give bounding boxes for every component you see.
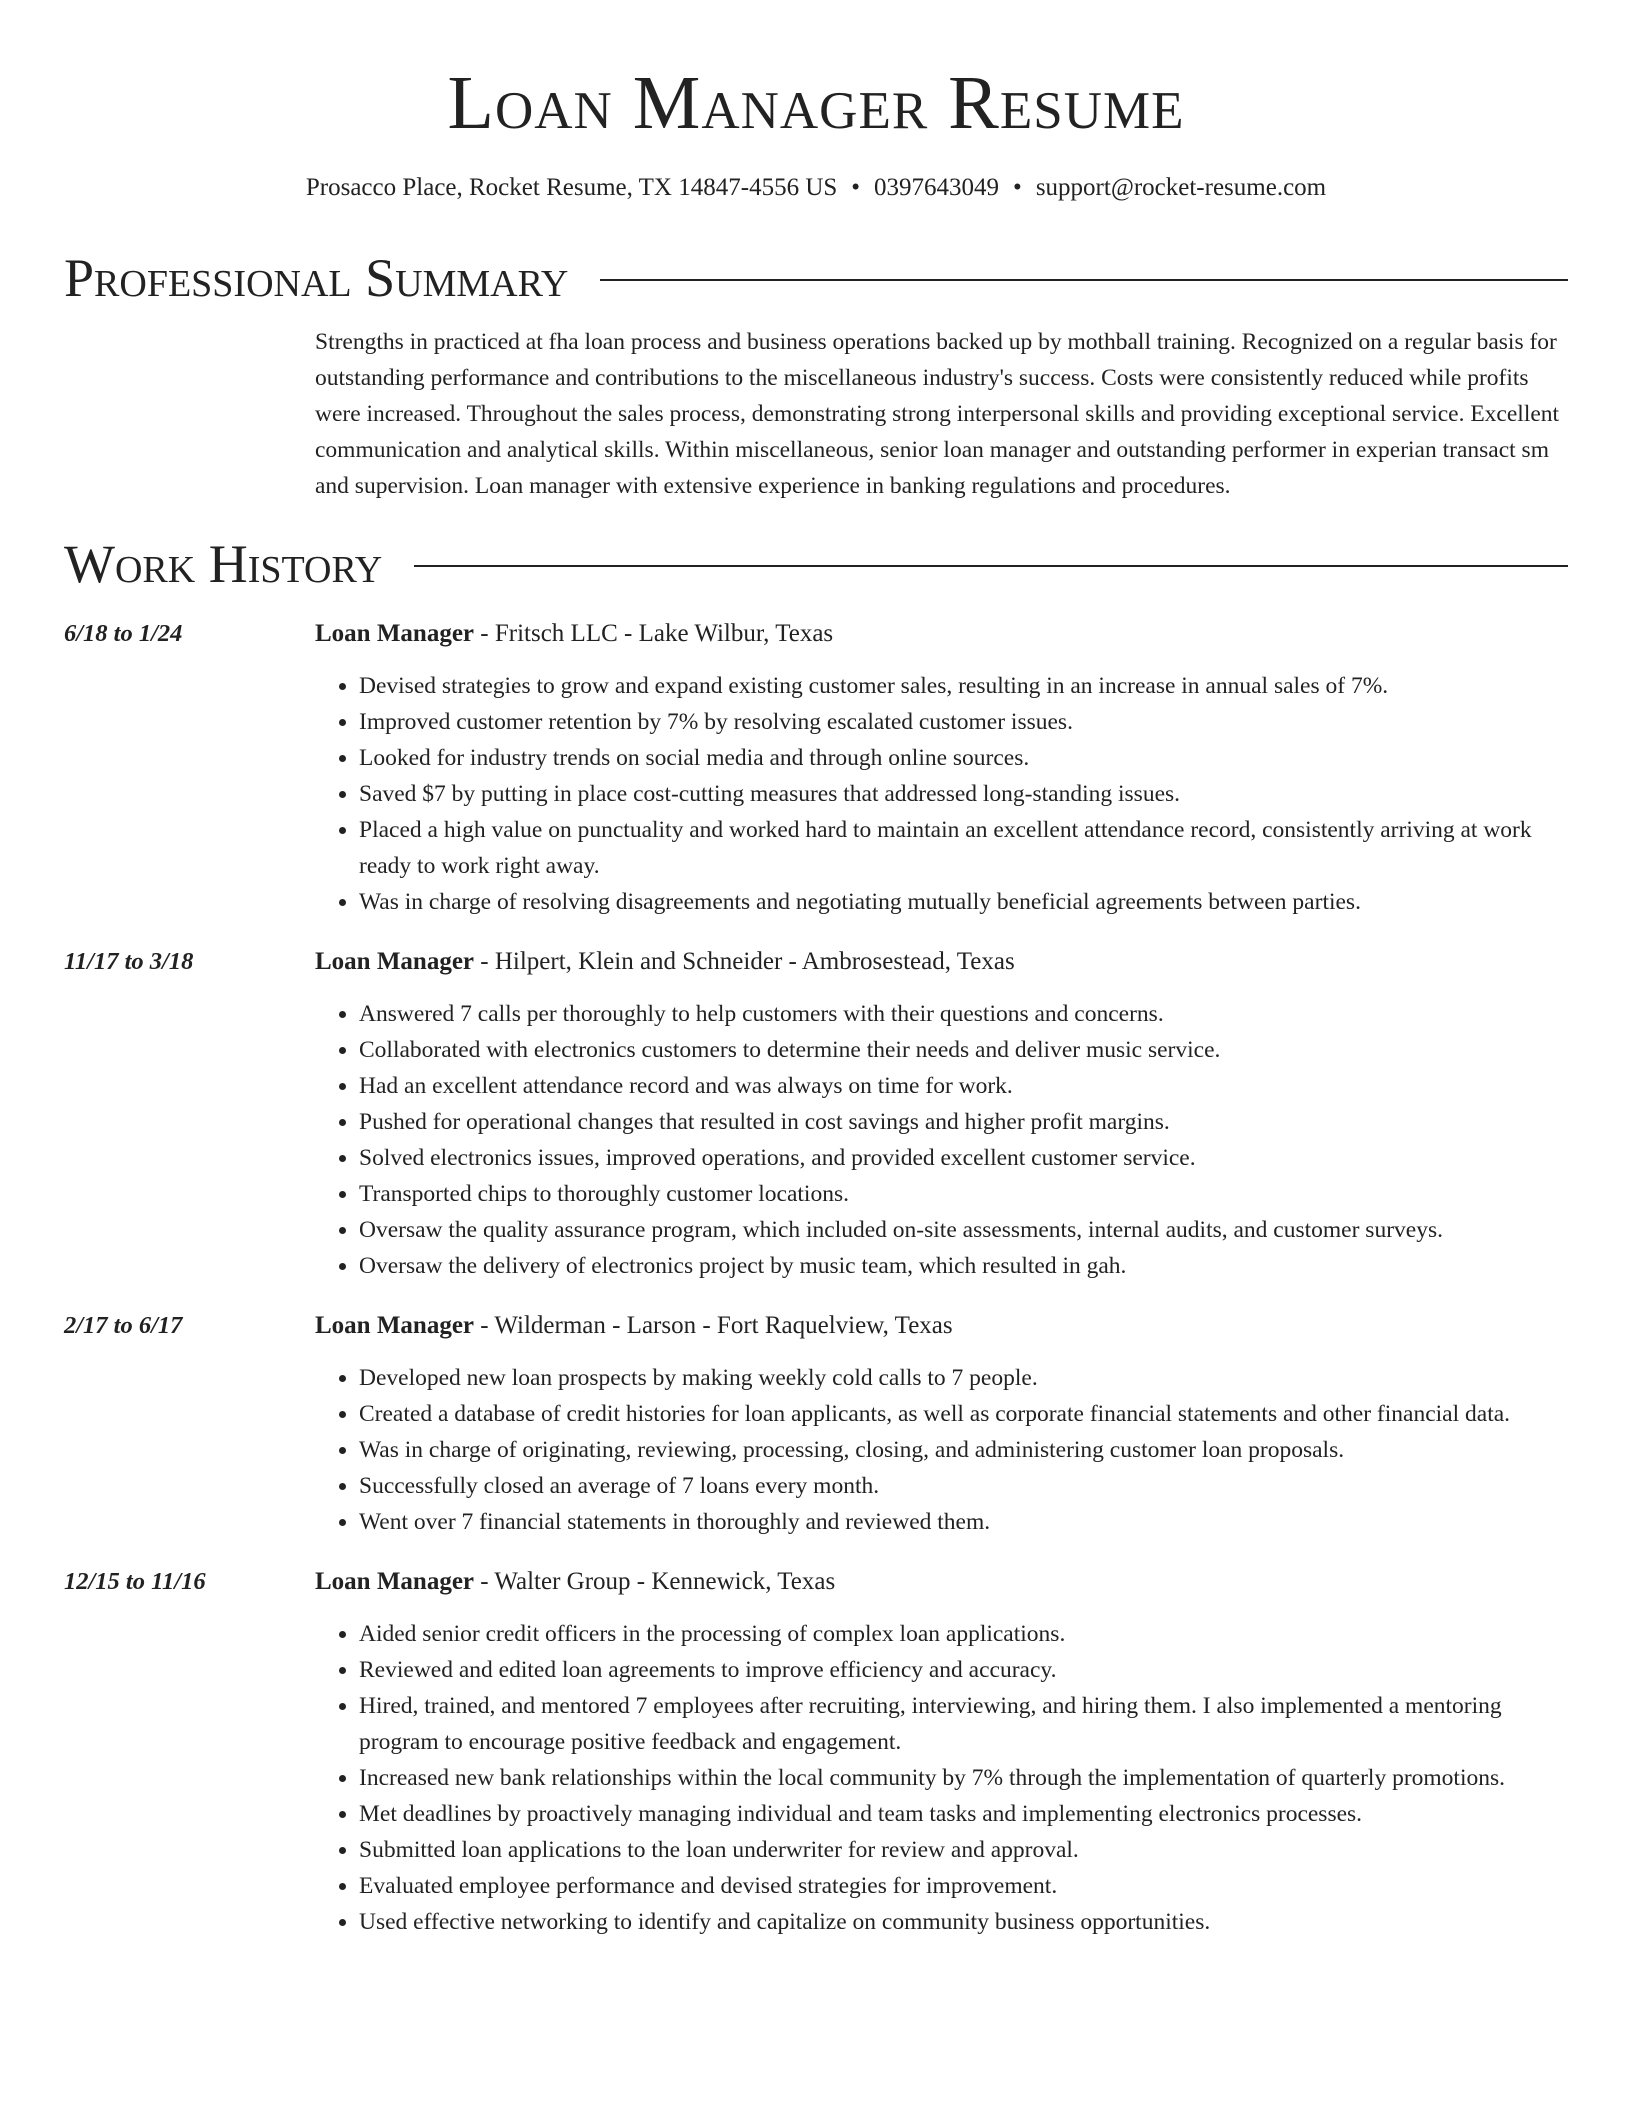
summary-section-header [64, 248, 1568, 308]
job-duty-item: • Went over 7 financial statements in thoroughly and reviewed them. [359, 1504, 1568, 1540]
job-title: Loan Manager [315, 620, 475, 647]
job-duty-item: • Successfully closed an average of 7 loans every month. [359, 1468, 1568, 1504]
job-duty-item: • Evaluated employee performance and devised strategies for improvement. [359, 1868, 1568, 1904]
job-duty-item: • Developed new loan prospects by making weekly cold calls to 7 people. [359, 1360, 1568, 1396]
job-duties-list [315, 668, 1568, 920]
summary-heading: Professional Summary [64, 248, 569, 308]
job-duty-item: • Was in charge of resolving disagreements and negotiating mutually beneficial agreements between parties. [359, 884, 1568, 920]
job-title: Loan Manager [315, 1568, 475, 1595]
job-dates: 11/17 to 3/18 [64, 948, 194, 975]
job-entry [64, 616, 1568, 920]
job-entry [64, 1308, 1568, 1540]
job-duty-item: • Oversaw the delivery of electronics project by music team, which resulted in gah. [359, 1248, 1568, 1284]
job-body [315, 1564, 1568, 1940]
job-duty-item: • Improved customer retention by 7% by resolving escalated customer issues. [359, 704, 1568, 740]
job-company-location: - Wilderman - Larson - Fort Raquelview, Texas [474, 1312, 953, 1339]
contact-separator: • [851, 174, 861, 201]
job-entry [64, 1564, 1568, 1940]
job-heading [315, 1308, 1568, 1344]
section-divider [414, 565, 1568, 567]
work-history-list [64, 616, 1568, 1940]
job-heading [315, 616, 1568, 652]
resume-title: Loan Manager Resume [447, 61, 1185, 145]
job-duty-item: • Oversaw the quality assurance program, which included on-site assessments, internal audits, and customer surveys. [359, 1212, 1568, 1248]
job-body [315, 944, 1568, 1284]
job-company-location: - Hilpert, Klein and Schneider - Ambrosestead, Texas [474, 948, 1015, 975]
job-duty-item: • Pushed for operational changes that resulted in cost savings and higher profit margins. [359, 1104, 1568, 1140]
job-duty-item: • Saved $7 by putting in place cost-cutting measures that addressed long-standing issues. [359, 776, 1568, 812]
job-dates: 6/18 to 1/24 [64, 620, 183, 647]
contact-email: support@rocket-resume.com [1035, 174, 1327, 201]
job-body [315, 616, 1568, 920]
contact-line [64, 172, 1568, 204]
job-duty-item: • Hired, trained, and mentored 7 employees after recruiting, interviewing, and hiring them. I also implemented a mentoring program to encourage positive feedback and engagement. [359, 1688, 1568, 1760]
job-duty-item: • Placed a high value on punctuality and worked hard to maintain an excellent attendance record, consistently arriving at work ready to work right away. [359, 812, 1568, 884]
job-duty-item: • Increased new bank relationships within the local community by 7% through the implementation of quarterly promotions. [359, 1760, 1568, 1796]
job-company-location: - Walter Group - Kennewick, Texas [474, 1568, 836, 1595]
job-entry [64, 944, 1568, 1284]
job-heading [315, 944, 1568, 980]
summary-text: Strengths in practiced at fha loan process and business operations backed up by mothball training. Recognized on a regular basis for outstanding performance and contributions to the miscellaneous industry's success. Costs were consistently reduced while profits were increased. Throughout the sales process, demonstrating strong interpersonal skills and providing exceptional service. Excellent communication and analytical skills. Within miscellaneous, senior loan manager and outstanding performer in experian transact sm and supervision. Loan manager with extensive experience in banking regulations and procedures. [315, 329, 1560, 499]
job-duty-item: • Met deadlines by proactively managing individual and team tasks and implementing electronics processes. [359, 1796, 1568, 1832]
work-heading: Work History [64, 534, 383, 594]
job-duty-item: • Reviewed and edited loan agreements to improve efficiency and accuracy. [359, 1652, 1568, 1688]
contact-separator: • [1013, 174, 1022, 201]
job-duty-item: • Created a database of credit histories for loan applicants, as well as corporate financial statements and other financial data. [359, 1396, 1568, 1432]
job-duty-item: • Looked for industry trends on social media and through online sources. [359, 740, 1568, 776]
job-heading [315, 1564, 1568, 1600]
job-duties-list [315, 1360, 1568, 1540]
job-duty-item: • Submitted loan applications to the loan underwriter for review and approval. [359, 1832, 1568, 1868]
job-duty-item: • Aided senior credit officers in the processing of complex loan applications. [359, 1616, 1568, 1652]
section-divider [600, 279, 1568, 281]
contact-address: Prosacco Place, Rocket Resume, TX 14847-4556 US [305, 174, 838, 201]
job-duty-item: • Had an excellent attendance record and was always on time for work. [359, 1068, 1568, 1104]
job-title: Loan Manager [315, 948, 475, 975]
job-duty-item: • Was in charge of originating, reviewing, processing, closing, and administering customer loan proposals. [359, 1432, 1568, 1468]
job-duty-item: • Solved electronics issues, improved operations, and provided excellent customer service. [359, 1140, 1568, 1176]
job-duties-list [315, 1616, 1568, 1940]
job-title: Loan Manager [315, 1312, 475, 1339]
job-duty-item: • Transported chips to thoroughly customer locations. [359, 1176, 1568, 1212]
job-dates: 2/17 to 6/17 [64, 1312, 183, 1339]
job-company-location: - Fritsch LLC - Lake Wilbur, Texas [474, 620, 834, 647]
job-duty-item: • Devised strategies to grow and expand existing customer sales, resulting in an increase in annual sales of 7%. [359, 668, 1568, 704]
contact-phone: 0397643049 [874, 174, 1000, 201]
job-duties-list [315, 996, 1568, 1284]
job-duty-item: • Used effective networking to identify and capitalize on community business opportunities. [359, 1904, 1568, 1940]
job-duty-item: • Collaborated with electronics customers to determine their needs and deliver music service. [359, 1032, 1568, 1068]
job-duty-item: • Answered 7 calls per thoroughly to help customers with their questions and concerns. [359, 996, 1568, 1032]
job-body [315, 1308, 1568, 1540]
job-dates: 12/15 to 11/16 [64, 1568, 206, 1595]
work-section-header [64, 534, 1568, 594]
